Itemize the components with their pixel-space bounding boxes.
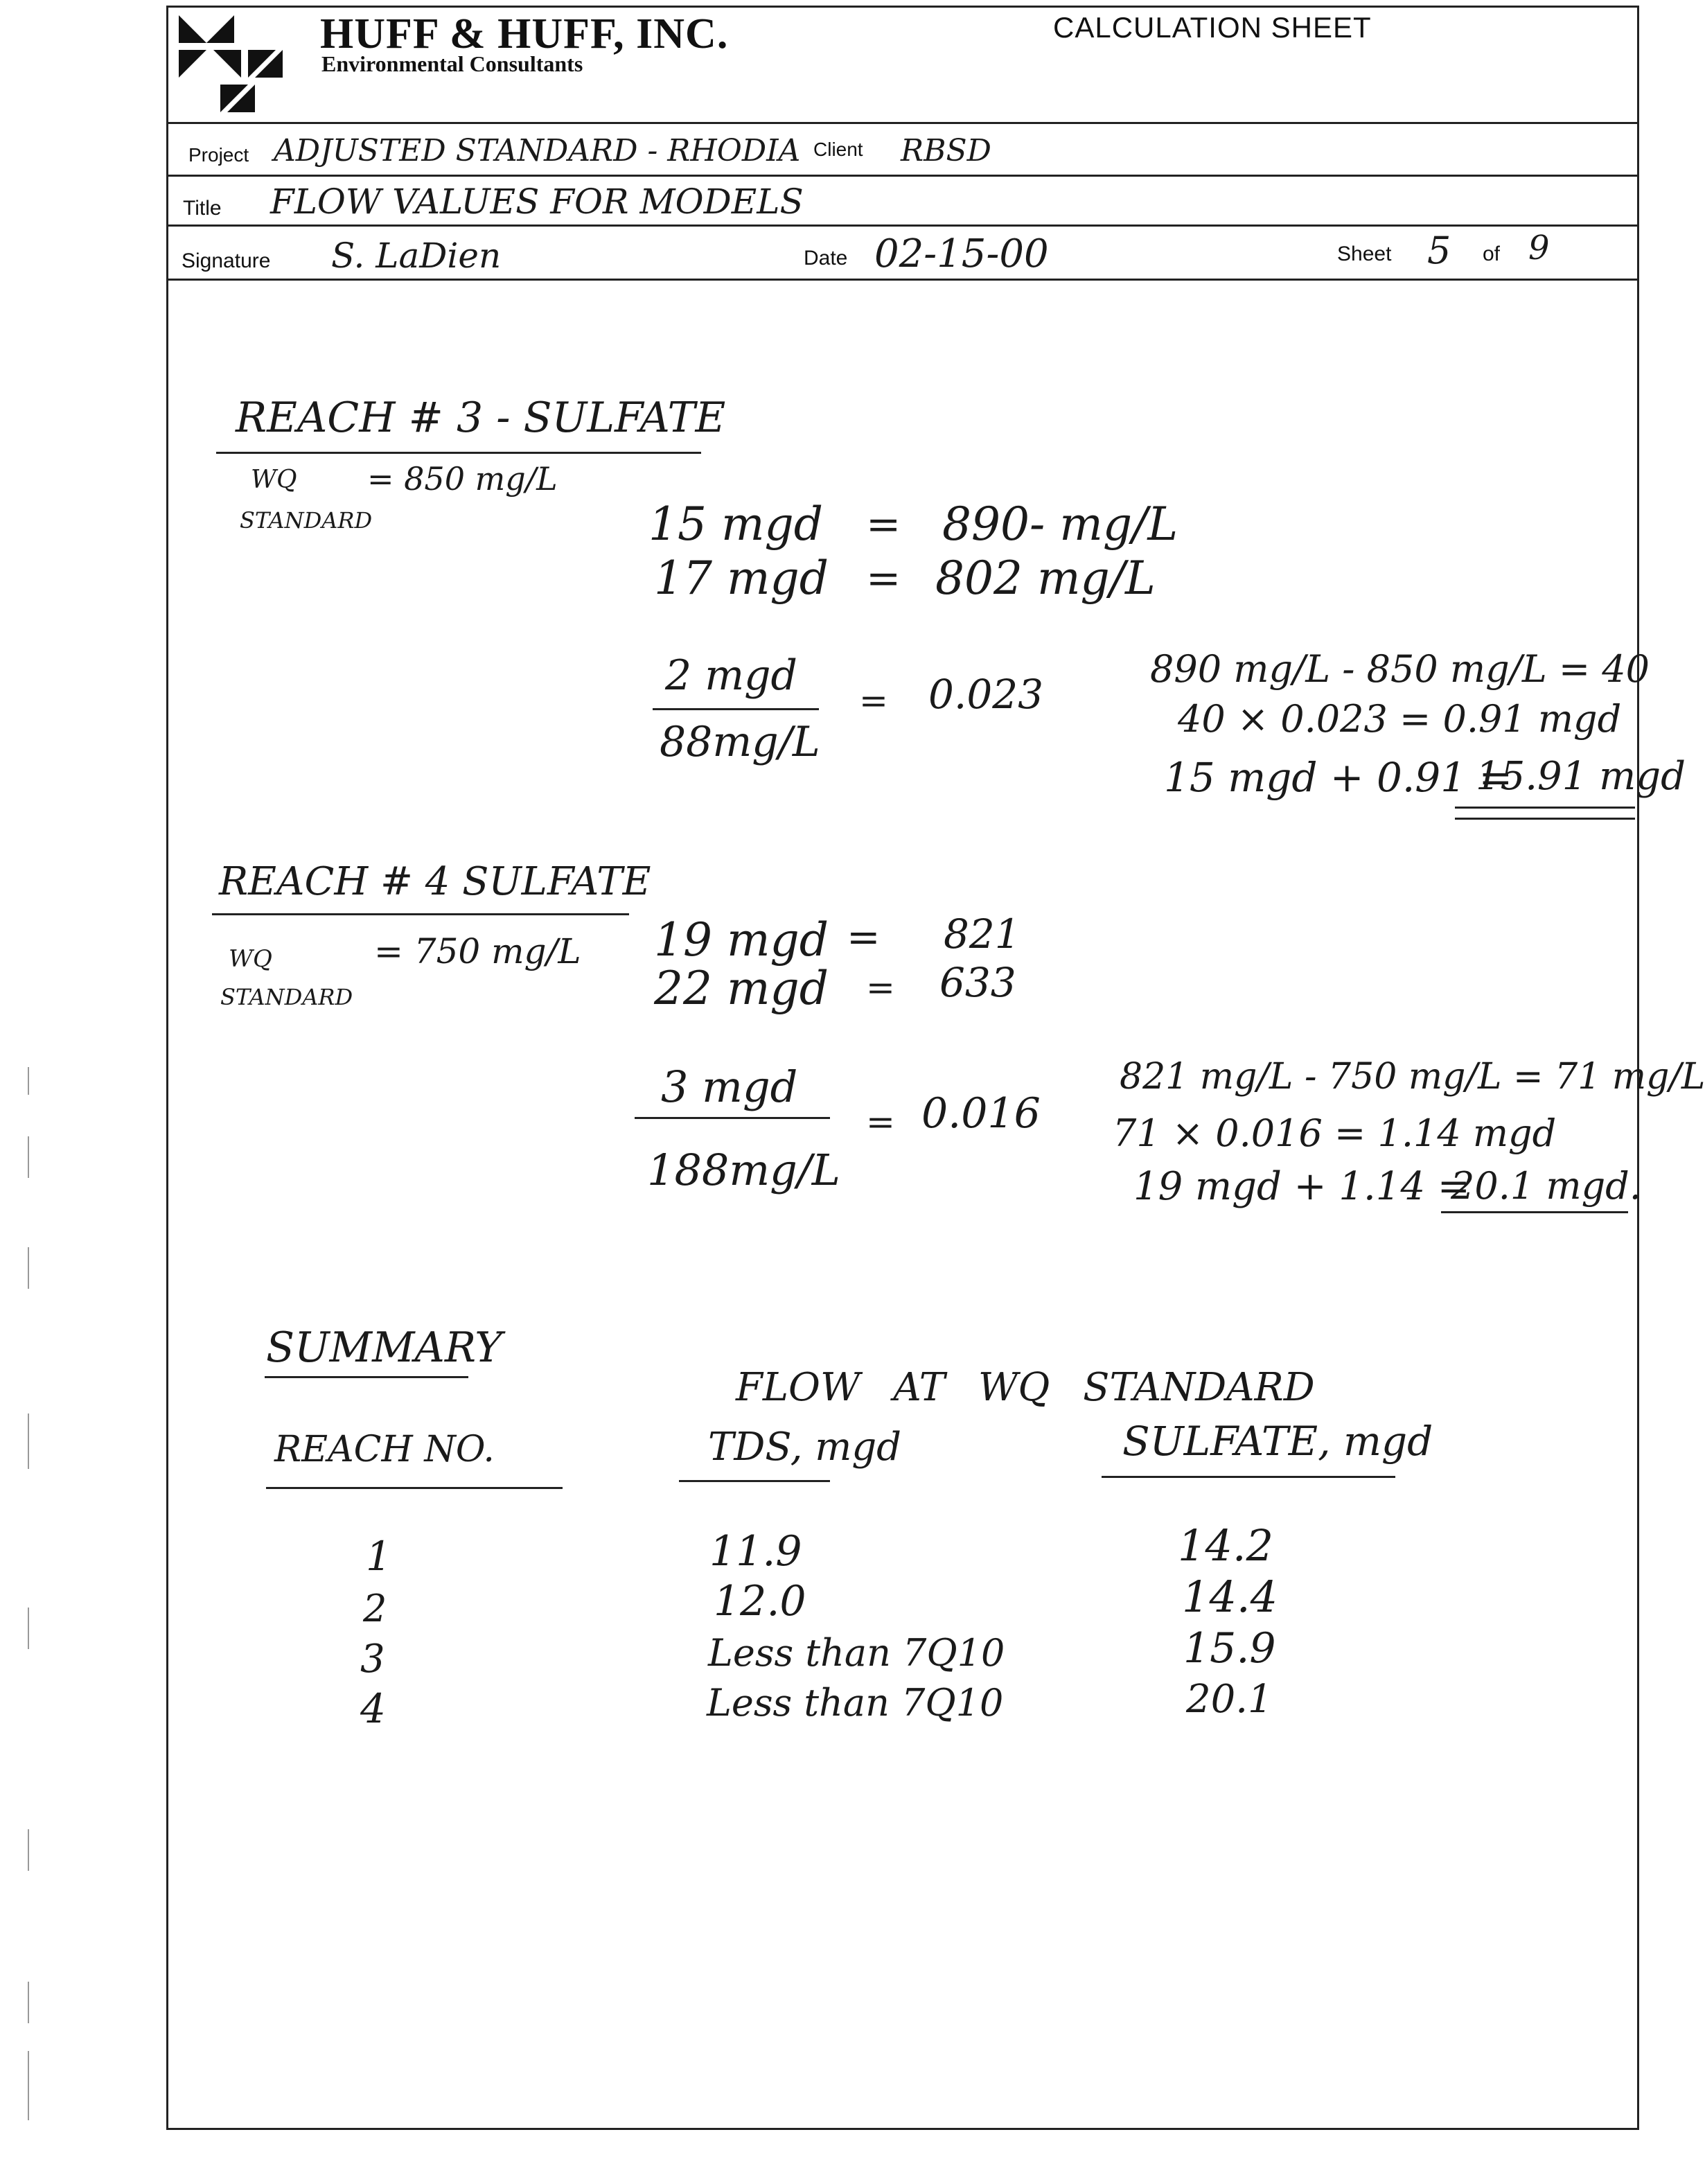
reach4-wq-label: WQ — [229, 945, 272, 973]
summary-tds-value: Less than 7Q10 — [707, 1681, 1004, 1725]
summary-heading: SUMMARY — [266, 1323, 502, 1372]
reach4-heading-underline — [212, 913, 629, 915]
summary-reach-no: 2 — [363, 1587, 387, 1630]
company-logo — [179, 15, 303, 119]
summary-sulfate-value: 20.1 — [1186, 1677, 1273, 1722]
scan-artifact — [28, 1982, 29, 2023]
reach3-wq-label: WQ — [251, 466, 297, 494]
signature-value: S. LaDien — [331, 236, 502, 276]
scan-artifact — [28, 1067, 29, 1095]
header-divider — [166, 122, 1637, 124]
project-label: Project — [188, 144, 249, 166]
reach3-flow1-eq: = — [866, 500, 901, 549]
reach4-calc3-result: 20.1 mgd. — [1451, 1164, 1641, 1208]
reach4-standard-label: STANDARD — [220, 984, 353, 1010]
signature-row-divider — [166, 279, 1637, 281]
summary-col-tds-underline — [679, 1480, 830, 1482]
title-row-divider — [166, 224, 1637, 227]
reach4-heading: REACH # 4 SULFATE — [219, 859, 651, 904]
reach3-calc2: 40 × 0.023 = 0.91 mgd — [1178, 697, 1622, 741]
reach3-flow2-lhs: 17 mgd — [654, 552, 829, 605]
reach3-flow1-lhs: 15 mgd — [648, 497, 824, 551]
project-value: ADJUSTED STANDARD - RHODIA — [274, 133, 801, 168]
project-row-divider — [166, 175, 1637, 177]
summary-col-reach: REACH NO. — [274, 1429, 495, 1470]
reach4-result-underline — [1441, 1211, 1628, 1213]
reach3-ratio-result: 0.023 — [928, 671, 1044, 718]
of-label: of — [1483, 243, 1501, 265]
client-label: Client — [813, 139, 863, 160]
scan-artifact — [28, 1247, 29, 1289]
scan-artifact — [28, 2051, 29, 2120]
reach4-flow2-lhs: 22 mgd — [654, 962, 829, 1015]
reach3-calc3-result: 15.91 mgd — [1476, 754, 1686, 799]
sheet-label: Sheet — [1337, 243, 1392, 265]
reach4-flow1-rhs: 821 — [944, 910, 1021, 958]
reach4-standard-value: = 750 mg/L — [374, 931, 581, 971]
summary-tds-value: 11.9 — [709, 1527, 802, 1576]
summary-reach-no: 3 — [360, 1637, 385, 1682]
sheet-total: 9 — [1528, 229, 1550, 267]
reach3-flow2-eq: = — [866, 554, 901, 603]
title-value: FLOW VALUES FOR MODELS — [270, 182, 804, 222]
reach4-flow1-lhs: 19 mgd — [654, 913, 829, 967]
reach3-calc1: 890 mg/L - 850 mg/L = 40 — [1150, 647, 1650, 691]
sheet-number: 5 — [1427, 229, 1451, 272]
summary-reach-no: 4 — [360, 1685, 386, 1732]
company-subtitle: Environmental Consultants — [321, 51, 583, 76]
summary-sulfate-value: 14.4 — [1182, 1571, 1278, 1622]
reach4-calc2: 71 × 0.016 = 1.14 mgd — [1113, 1111, 1557, 1155]
reach4-calc3-lhs: 19 mgd + 1.14 = — [1133, 1164, 1470, 1209]
reach3-standard-value: = 850 mg/L — [367, 460, 558, 497]
reach4-ratio-bar — [635, 1117, 830, 1119]
scan-artifact — [28, 1829, 29, 1871]
reach3-flow1-rhs: 890- mg/L — [942, 497, 1178, 551]
summary-heading-underline — [265, 1376, 468, 1378]
reach3-heading-underline — [216, 452, 701, 454]
summary-tds-value: 12.0 — [714, 1577, 806, 1626]
reach3-heading: REACH # 3 - SULFATE — [236, 394, 726, 442]
reach3-ratio-denominator: 88mg/L — [660, 718, 820, 766]
summary-tds-value: Less than 7Q10 — [708, 1631, 1005, 1675]
reach3-result-underline-2 — [1455, 818, 1635, 820]
summary-col-reach-underline — [266, 1487, 563, 1489]
reach4-ratio-numerator: 3 mgd — [661, 1062, 798, 1112]
reach3-calc3-lhs: 15 mgd + 0.91 = — [1164, 754, 1513, 801]
reach3-standard-label: STANDARD — [240, 507, 373, 534]
summary-group-header: FLOW AT WQ STANDARD — [736, 1365, 1315, 1410]
summary-reach-no: 1 — [366, 1533, 391, 1580]
date-value: 02-15-00 — [874, 231, 1049, 276]
client-value: RBSD — [901, 133, 991, 168]
scan-artifact — [28, 1414, 29, 1469]
reach3-flow2-rhs: 802 mg/L — [935, 552, 1156, 605]
signature-label: Signature — [182, 249, 271, 272]
calculation-sheet-title: CALCULATION SHEET — [1053, 11, 1372, 44]
reach3-ratio-numerator: 2 mgd — [665, 651, 797, 700]
scan-artifact — [28, 1136, 29, 1178]
reach4-flow1-eq: = — [847, 913, 881, 960]
summary-col-sulfate-underline — [1102, 1476, 1395, 1478]
title-label: Title — [183, 197, 222, 220]
reach3-result-underline-1 — [1455, 807, 1635, 809]
reach4-ratio-denominator: 188mg/L — [647, 1145, 840, 1195]
reach4-flow2-rhs: 633 — [939, 959, 1016, 1006]
reach4-flow2-eq: = — [866, 967, 895, 1007]
reach3-ratio-eq: = — [859, 680, 888, 721]
reach4-ratio-eq: = — [866, 1102, 895, 1142]
scan-artifact — [28, 1608, 29, 1649]
reach4-ratio-result: 0.016 — [921, 1089, 1041, 1138]
summary-col-tds: TDS, mgd — [708, 1425, 902, 1470]
reach3-ratio-bar — [653, 708, 819, 710]
date-label: Date — [804, 247, 848, 270]
summary-col-sulfate: SULFATE, mgd — [1122, 1418, 1433, 1465]
summary-sulfate-value: 15.9 — [1183, 1624, 1276, 1673]
summary-sulfate-value: 14.2 — [1178, 1520, 1274, 1571]
company-name: HUFF & HUFF, INC. — [320, 10, 729, 58]
reach4-calc1: 821 mg/L - 750 mg/L = 71 mg/L — [1120, 1056, 1705, 1098]
